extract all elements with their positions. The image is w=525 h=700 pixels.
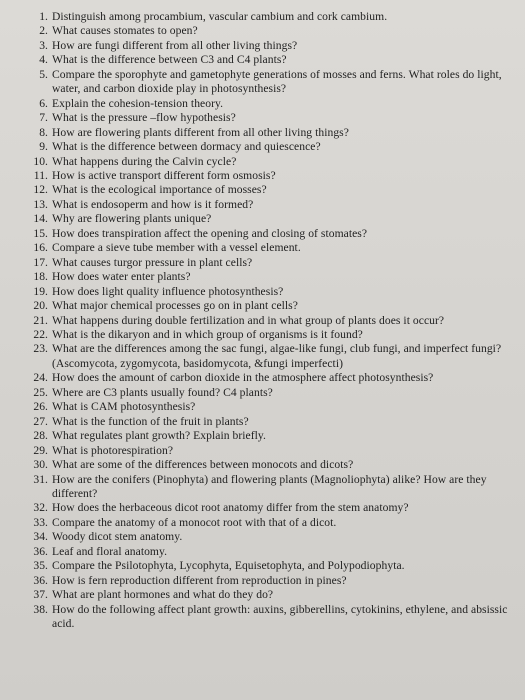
question-item — [28, 24, 513, 38]
question-text: What is photorespiration? — [52, 443, 174, 457]
question-item — [28, 574, 513, 588]
question-text: What is the function of the fruit in plants? — [52, 414, 249, 428]
question-item — [28, 111, 513, 125]
question-text: Leaf and floral anatomy. — [52, 544, 168, 558]
question-number: 25. — [33, 385, 48, 399]
question-number: 7. — [39, 111, 48, 125]
question-number: 18. — [33, 270, 48, 284]
question-text: Woody dicot stem anatomy. — [52, 530, 183, 544]
question-text: What causes turgor pressure in plant cells? — [52, 255, 253, 269]
question-item — [28, 501, 513, 515]
question-item — [28, 270, 513, 284]
question-number: 23. — [33, 342, 48, 356]
question-number: 32. — [33, 501, 48, 515]
question-text: How does light quality influence photosynthesis? — [52, 284, 284, 298]
question-number: 34. — [33, 530, 48, 544]
question-number: 1. — [39, 10, 48, 23]
question-number: 36. — [33, 544, 48, 558]
question-text: Compare the anatomy of a monocot root with that of a dicot. — [52, 515, 337, 529]
question-item — [28, 415, 513, 429]
question-number: 37. — [33, 588, 48, 602]
question-number: 4. — [39, 53, 48, 67]
question-number: 38. — [33, 602, 48, 616]
question-text: What is the difference between dormacy and quiescence? — [52, 140, 321, 154]
question-number: 17. — [33, 255, 48, 269]
question-item — [28, 10, 513, 24]
question-number: 31. — [33, 472, 48, 486]
question-number: 10. — [33, 154, 48, 168]
question-item — [28, 400, 513, 414]
question-text: Where are C3 plants usually found? C4 plants? — [52, 385, 273, 399]
question-number: 2. — [39, 24, 48, 38]
question-item — [28, 53, 513, 67]
question-text: Compare the sporophyte and gametophyte generations of mosses and ferns. What roles do light, water, and carbon dioxide play in photosynthesis? — [52, 67, 502, 96]
question-item — [28, 458, 513, 472]
question-text: How do the following affect plant growth: auxins, gibberellins, cytokinins, ethylene, and absissic acid. — [52, 602, 508, 631]
question-text: How is fern reproduction different from reproduction in pines? — [52, 573, 347, 587]
question-item — [28, 39, 513, 53]
question-text: How is active transport different form osmosis? — [52, 168, 276, 182]
question-item — [28, 212, 513, 226]
question-item — [28, 516, 513, 530]
question-number: 5. — [39, 67, 48, 81]
question-item — [28, 342, 513, 371]
question-item — [28, 473, 513, 502]
question-number: 11. — [33, 168, 48, 182]
question-item — [28, 126, 513, 140]
question-number: 26. — [33, 400, 48, 414]
question-text: What are some of the differences between monocots and dicots? — [52, 458, 354, 472]
question-number: 30. — [33, 458, 48, 472]
question-item — [28, 285, 513, 299]
question-number: 33. — [33, 515, 48, 529]
question-text: How does water enter plants? — [52, 270, 191, 284]
question-item — [28, 588, 513, 602]
question-text: What is the pressure –flow hypothesis? — [52, 111, 236, 125]
question-text: How does transpiration affect the opening and closing of stomates? — [52, 226, 368, 240]
question-item — [28, 299, 513, 313]
question-number: 22. — [33, 327, 48, 341]
question-item — [28, 169, 513, 183]
question-item — [28, 386, 513, 400]
question-text: What is the difference between C3 and C4 plants? — [52, 53, 287, 67]
question-item — [28, 314, 513, 328]
question-item — [28, 227, 513, 241]
question-number: 12. — [33, 183, 48, 197]
question-number: 13. — [33, 197, 48, 211]
question-number: 29. — [33, 443, 48, 457]
question-item — [28, 559, 513, 573]
question-text: What are plant hormones and what do they do? — [52, 588, 274, 602]
question-item — [28, 68, 513, 97]
question-number: 24. — [33, 371, 48, 385]
question-item — [28, 429, 513, 443]
question-number: 9. — [39, 140, 48, 154]
question-number: 20. — [33, 299, 48, 313]
question-text: What causes stomates to open? — [52, 24, 198, 38]
question-text: Distinguish among procambium, vascular cambium and cork cambium. — [52, 10, 388, 23]
question-number: 36. — [33, 573, 48, 587]
question-item — [28, 545, 513, 559]
question-text: What regulates plant growth? Explain briefly. — [52, 429, 266, 443]
question-text: What is CAM photosynthesis? — [52, 400, 196, 414]
question-number: 21. — [33, 313, 48, 327]
question-text: What is the ecological importance of mosses? — [52, 183, 267, 197]
question-text: What major chemical processes go on in plant cells? — [52, 299, 298, 313]
question-text: What happens during the Calvin cycle? — [52, 154, 237, 168]
question-list — [28, 10, 513, 631]
question-text: What is endosoperm and how is it formed? — [52, 197, 254, 211]
question-item — [28, 198, 513, 212]
question-item — [28, 241, 513, 255]
question-number: 16. — [33, 241, 48, 255]
question-item — [28, 603, 513, 632]
question-text: Compare the Psilotophyta, Lycophyta, Equisetophyta, and Polypodiophyta. — [52, 559, 405, 573]
question-text: What happens during double fertilization and in what group of plants does it occur? — [52, 313, 445, 327]
question-number: 19. — [33, 284, 48, 298]
question-text: Why are flowering plants unique? — [52, 212, 212, 226]
question-item — [28, 371, 513, 385]
question-text: How are the conifers (Pinophyta) and flowering plants (Magnoliophyta) alike? How are they different? — [52, 472, 487, 500]
question-item — [28, 97, 513, 111]
question-text: Compare a sieve tube member with a vessel element. — [52, 241, 301, 255]
question-item — [28, 183, 513, 197]
question-number: 27. — [33, 414, 48, 428]
question-text: What are the differences among the sac fungi, algae-like fungi, club fungi, and imperfect fungi? (Ascomycota, zygomycota, basidomycota, &fungi imperfecti) — [52, 342, 502, 370]
question-item — [28, 256, 513, 270]
question-item — [28, 155, 513, 169]
question-text: How does the herbaceous dicot root anatomy differ from the stem anatomy? — [52, 501, 409, 515]
question-number: 15. — [33, 226, 48, 240]
question-item — [28, 328, 513, 342]
question-number: 14. — [33, 212, 48, 226]
question-number: 8. — [39, 125, 48, 139]
question-number: 28. — [33, 429, 48, 443]
question-text: Explain the cohesion-tension theory. — [52, 96, 224, 110]
question-number: 35. — [33, 559, 48, 573]
question-item — [28, 530, 513, 544]
question-number: 6. — [39, 96, 48, 110]
question-text: How are fungi different from all other living things? — [52, 38, 298, 52]
question-item — [28, 444, 513, 458]
question-text: How are flowering plants different from all other living things? — [52, 125, 349, 139]
question-text: How does the amount of carbon dioxide in the atmosphere affect photosynthesis? — [52, 371, 434, 385]
question-item — [28, 140, 513, 154]
question-number: 3. — [39, 38, 48, 52]
question-text: What is the dikaryon and in which group of organisms is it found? — [52, 327, 363, 341]
